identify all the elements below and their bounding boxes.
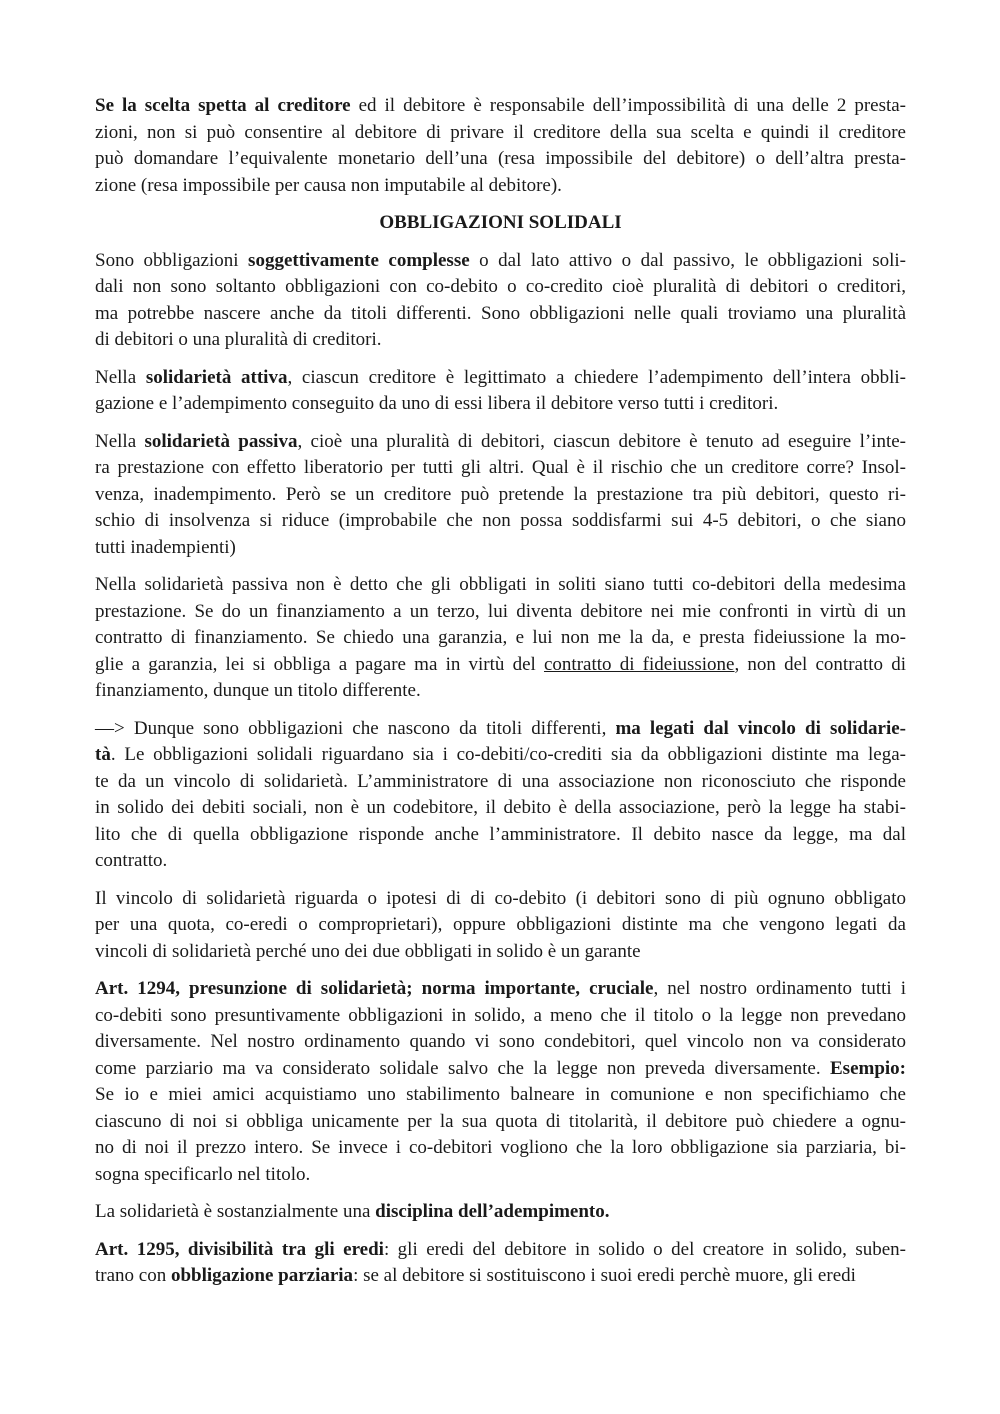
text-line [95,1056,906,1083]
bold-text: disciplina dell’adempimento. [375,1201,610,1222]
paragraph [95,1237,906,1290]
paragraph [95,976,906,1188]
text-line [95,716,906,743]
text-run: diversamente. Nel nostro ordinamento quando vi sono condebitori, quel vincolo non va considerato [95,1031,906,1052]
paragraph [95,572,906,705]
document-body [95,93,906,1301]
text-run: come parziario ma va considerato solidale salvo che la legge non preveda diversamente. [95,1057,830,1079]
bold-text: obbligazione parziaria [170,1265,354,1286]
text-run: La solidarietà è sostanzialmente una [95,1201,376,1222]
text-run: , ciascun creditore è legittimato a chiedere l’adempimento dell’intera obbli- [287,366,906,388]
text-line [95,1109,906,1136]
text-line [95,652,906,679]
text-run: zione (resa impossibile per causa non imputabile al debitore). [95,174,562,196]
underlined-text: contratto di fideiussione [543,653,735,675]
text-line [95,173,906,200]
text-run: , non del contratto di [734,653,906,675]
text-run: vincoli di solidarietà perché uno dei due obbligati in solido è un garante [95,940,641,962]
text-run: per una quota, co-eredi o comproprietari), oppure obbligazioni distinte ma che vengono legati da [95,914,906,935]
text-line [95,429,906,456]
paragraph [95,886,906,966]
text-run: : se al debitore si sostituiscono i suoi eredi perchè muore, gli eredi [353,1265,856,1286]
text-run: sogna specificarlo nel titolo. [95,1163,311,1185]
paragraph [95,1199,906,1226]
text-line [95,1003,906,1030]
text-line [95,301,906,328]
bold-text: Art. 1295, divisibilità tra gli eredi [95,1238,384,1260]
text-line [95,93,906,120]
text-run: : gli eredi del debitore in solido o del creatore in solido, suben- [383,1238,906,1260]
text-line [95,848,906,875]
section-heading: OBBLIGAZIONI SOLIDALI [379,212,622,233]
text-line [95,535,906,562]
text-line [95,1237,906,1264]
text-line [95,365,906,392]
text-run: venza, inadempimento. Però se un creditore può pretende la prestazione tra più debitori, questo ri- [95,483,906,505]
bold-text: solidarietà attiva [145,366,288,388]
text-run: co-debiti sono presuntivamente obbligazioni in solido, a meno che il titolo o la legge non prevedano [95,1004,906,1026]
text-line [95,795,906,822]
bold-text: ma legati dal vincolo di solidarie- [615,717,907,739]
text-line [95,1263,906,1290]
bold-text: soggettivamente complesse [248,249,470,271]
text-line [95,1029,906,1056]
text-run: ed il debitore è responsabile dell’impossibilità di una delle 2 presta- [350,95,907,116]
text-line [95,120,906,147]
text-run: glie a garanzia, lei si obbliga a pagare ma in virtù del [95,653,544,675]
text-line [95,678,906,705]
text-run: Se io e miei amici acquistiamo uno stabilimento balneare in comunione e non specifichiamo che [95,1084,906,1105]
text-run: tutti inadempienti) [95,536,236,558]
text-line [95,508,906,535]
text-run: zioni, non si può consentire al debitore di privare il creditore della sua scelta e quindi il creditore [95,121,906,143]
paragraph [95,93,906,199]
paragraph [95,248,906,354]
text-line [95,482,906,509]
text-line [95,455,906,482]
text-run: o dal lato attivo o dal passivo, le obbligazioni soli- [469,249,907,271]
text-line [95,274,906,301]
bold-text: solidarietà passiva [144,430,298,452]
text-run: schio di insolvenza si riduce (improbabile che non possa soddisfarmi sui 4-5 debitori, o che siano [95,510,906,531]
text-run: Il vincolo di solidarietà riguarda o ipotesi di di co-debito (i debitori sono di più ognuno obbligato [95,887,906,909]
text-line [95,912,906,939]
paragraph [95,429,906,562]
text-run: trano con [95,1265,171,1286]
text-line [95,769,906,796]
text-run: contratto. [95,850,168,871]
text-line [95,886,906,913]
text-line [95,822,906,849]
bold-text: Art. 1294, presunzione di solidarietà; norma importante, cruciale [95,978,654,999]
text-line [95,1135,906,1162]
text-run: prestazione. Se do un finanziamento a un terzo, lui diventa debitore nei mie confronti in virtù di un [95,600,906,622]
text-line [95,327,906,354]
text-run: ciascuno di noi si obbliga unicamente per la sua quota di titolarità, il debitore può chiedere a ognu- [95,1110,906,1132]
paragraph [95,716,906,875]
text-line [95,976,906,1003]
bold-text: Esempio: [830,1057,906,1079]
text-line [95,1082,906,1109]
text-run: , cioè una pluralità di debitori, ciascun debitore è tenuto ad eseguire l’inte- [297,430,906,452]
text-run: Nella [95,430,145,452]
text-run: contratto di finanziamento. Se chiedo una garanzia, e lui non me la da, e presta fideiussione la mo- [95,627,906,648]
bold-text: tà [95,744,111,765]
text-line [95,1162,906,1189]
text-run: . Le obbligazioni solidali riguardano sia i co-debiti/co-crediti sia da obbligazioni distinte ma lega- [110,744,906,765]
text-line [95,625,906,652]
text-run: di debitori o una pluralità di creditori. [95,329,382,350]
text-line [95,391,906,418]
text-line [95,572,906,599]
text-run: no di noi il prezzo intero. Se invece i co-debitori vogliono che la loro obbligazione sia parziaria, bi- [95,1137,906,1158]
text-run: ra prestazione con effetto liberatorio per tutti gli altri. Qual è il rischio che un creditore corre? Insol- [95,457,906,478]
text-run: lito che di quella obbligazione risponde anche l’amministratore. Il debito nasce da legge, ma dal [95,823,906,845]
text-run: te da un vincolo di solidarietà. L’amministratore di una associazione non riconosciuto che risponde [95,770,906,792]
text-run: in solido dei debiti sociali, non è un codebitore, il debito è della associazione, però la legge ha stabi- [95,797,906,818]
text-line [95,146,906,173]
bold-text: Se la scelta spetta al creditore [95,95,351,116]
text-line [95,248,906,275]
text-run: ma potrebbe nascere anche da titoli differenti. Sono obbligazioni nelle quali troviamo una pluralità [95,302,906,324]
text-run: —> Dunque sono obbligazioni che nascono da titoli differenti, [95,717,616,739]
text-run: finanziamento, dunque un titolo differente. [95,680,421,701]
text-line [95,939,906,966]
text-line [95,742,906,769]
text-run: Nella [95,366,146,388]
text-run: gazione e l’adempimento conseguito da uno di essi libera il debitore verso tutti i creditori. [95,393,779,414]
text-run: Sono obbligazioni [95,249,249,271]
text-run: può domandare l’equivalente monetario dell’una (resa impossibile del debitore) o dell’altra presta- [95,148,906,169]
text-run: Nella solidarietà passiva non è detto che gli obbligati in soliti siano tutti co-debitori della medesima [95,574,906,595]
text-run: dali non sono soltanto obbligazioni con co-debito o co-credito cioè pluralità di debitori o creditori, [95,276,906,297]
text-run: , nel nostro ordinamento tutti i [653,978,907,999]
paragraph [95,365,906,418]
text-line [95,599,906,626]
text-line [95,1199,906,1226]
